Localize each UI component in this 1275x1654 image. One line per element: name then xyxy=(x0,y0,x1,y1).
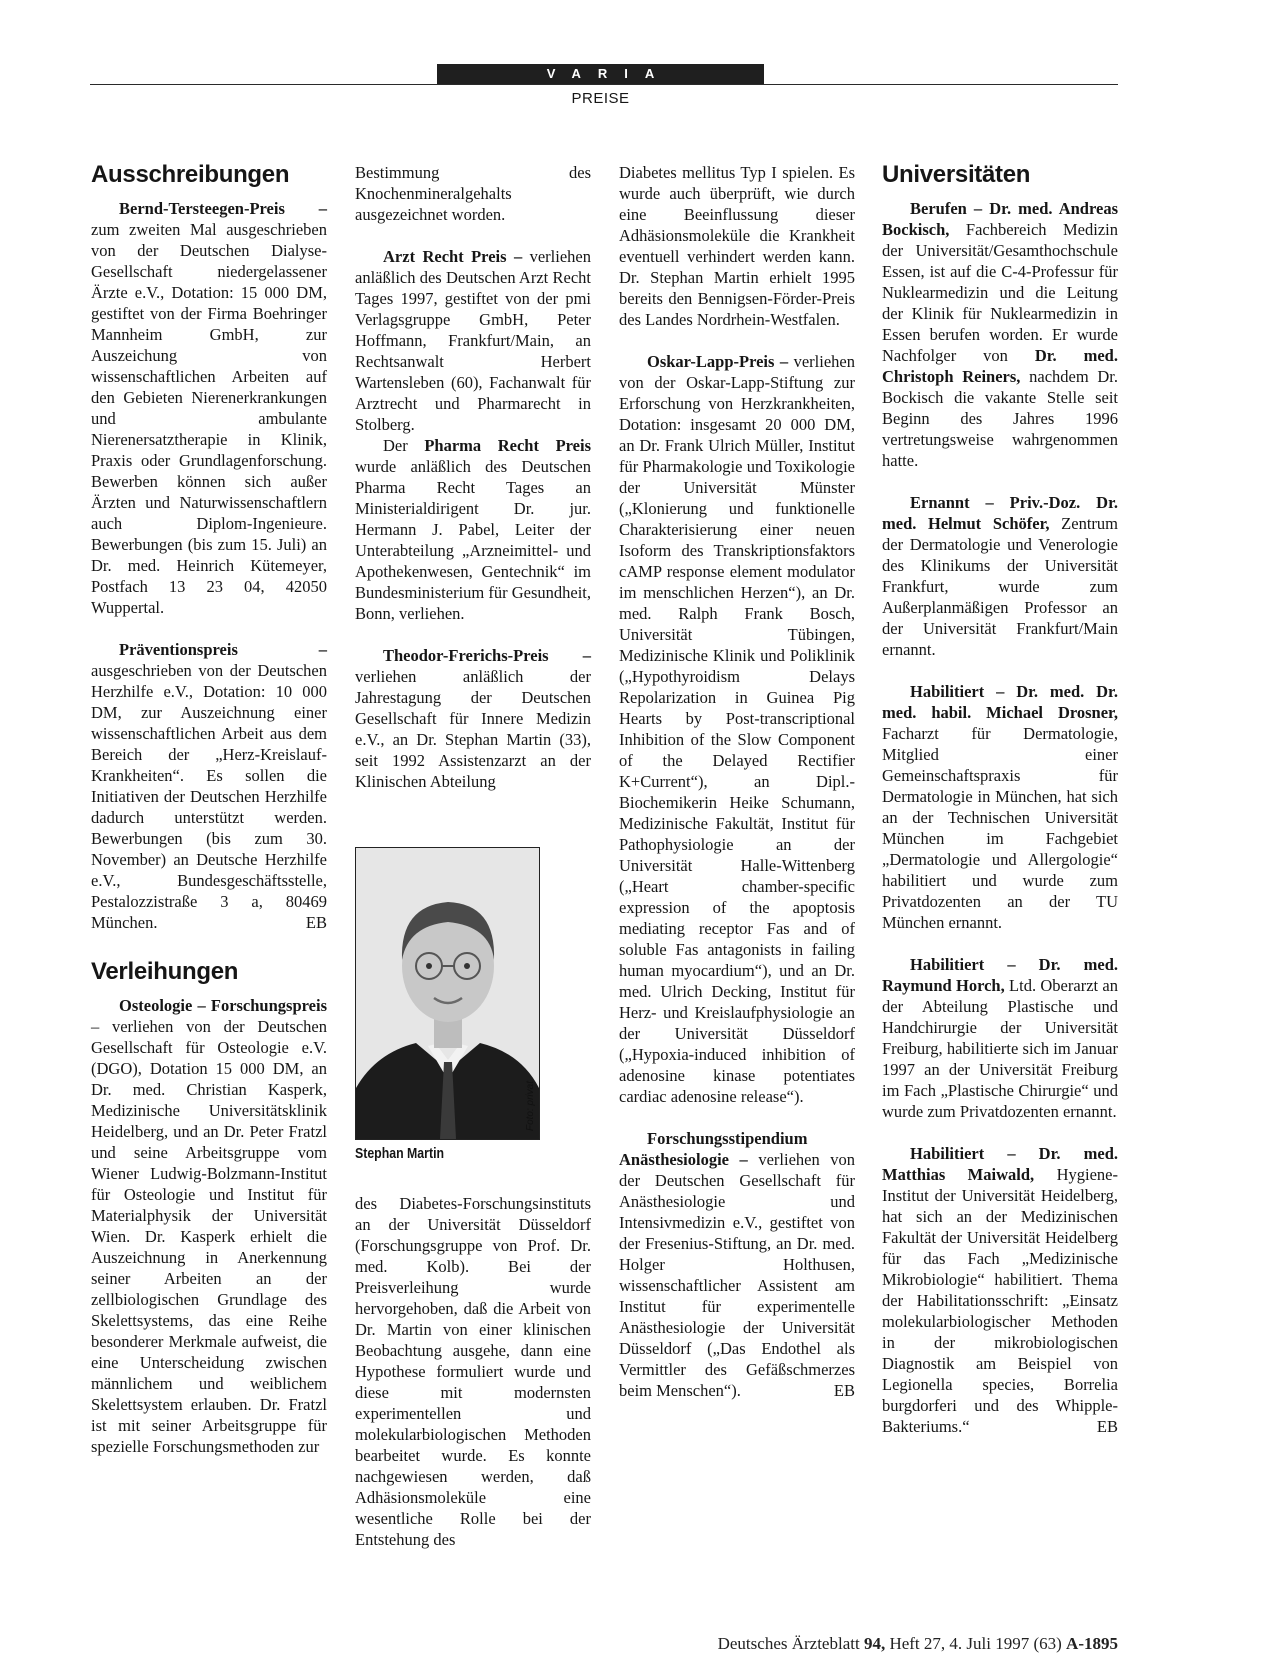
portrait-photo xyxy=(355,847,540,1140)
column-2-lower xyxy=(355,1193,591,1550)
heading-verleihungen: Verleihungen xyxy=(91,958,239,985)
author-signature: EB xyxy=(1096,1417,1118,1436)
article-body: verliehen von der Deutschen Gesellschaft für Anästhesiologie und Intensivmedizin e.V., gestiftet von der Fresenius-Stiftung, an Dr. med. Holger Holthusen, wissenschaftlicher Assistent am Institut für experimentelle Anästhesiologie der Universität Düsseldorf („Das Endothel als Vermittler des Gefäßschmerzes beim Menschen“). xyxy=(619,1150,855,1400)
article-lead: Oskar-Lapp-Preis – xyxy=(647,352,789,371)
article-oskar-lapp-preis xyxy=(619,351,855,1107)
article-lead: Ernannt – Priv.-Doz. Dr. med. Helmut Schöfer, xyxy=(882,493,1118,533)
article-arzt-recht-preis xyxy=(355,246,591,435)
article-body: zum zweiten Mal ausgeschrieben von der Deutschen Dialyse-Gesellschaft niedergelassener Ärzte e.V., Dotation: 15 000 DM, gestiftet von der Firma Boehringer Mannheim GmbH, zur Auszeichung von wissenschaftlichen Arbeiten auf den Gebieten Nierenerkrankungen und ambulante Nierenersatztherapie in Klinik, Praxis oder Grundlagenforschung. Bewerben können sich außer Ärzten und Naturwissenschaftlern auch Diplom-Ingenieure. Bewerbungen (bis zum 15. Juli) an Dr. med. Heinrich Kütemeyer, Postfach 13 23 04, 42050 Wuppertal. xyxy=(91,220,327,617)
article-lead: Pharma Recht Preis xyxy=(424,436,591,455)
article-continuation: des Diabetes-Forschungsinstituts an der Universität Düsseldorf (Forschungsgruppe von Prof. Dr. med. Kolb). Bei der Preisverleihung wurde hervorgehoben, daß die Arbeit von Dr. Martin von einer klinischen Beobachtung ausgehe, dann eine Hypothese formuliert wurde und diese mit modernsten experimentellen und molekularbiologischen Methoden bearbeitet wurde. Es konnte nachgewiesen werden, daß Adhäsionsmoleküle eine wesentliche Rolle bei der Entstehung des xyxy=(355,1194,591,1549)
article-lead: Bernd-Tersteegen-Preis – xyxy=(119,199,327,218)
footer-issue: Heft 27, 4. Juli 1997 (63) xyxy=(885,1634,1067,1653)
article-ernannt-schoefer xyxy=(882,492,1118,660)
article-habilitiert-drosner xyxy=(882,681,1118,933)
article-body: verliehen anläßlich der Jahrestagung der Deutschen Gesellschaft für Innere Medizin e.V., an Dr. Stephan Martin (33), seit 1992 Assistenzarzt an der Klinischen Abteilung xyxy=(355,667,591,791)
article-continuation: Diabetes mellitus Typ I spielen. Es wurde auch überprüft, wie durch eine Beeinflussung dieser Adhäsionsmoleküle die Krankheit eventuell verhindert werden kann. Dr. Stephan Martin erhielt 1995 bereits den Bennigsen-Förder-Preis des Landes Nordrhein-Westfalen. xyxy=(619,163,855,329)
article-berufen-bockisch xyxy=(882,198,1118,471)
author-signature: EB xyxy=(305,913,327,932)
column-3 xyxy=(619,162,855,1401)
article-body: Hygiene-Institut der Universität Heidelberg, hat sich an der Medizinischen Fakultät der Universität Heidelberg für das Fach „Medizinische Mikrobiologie“ habilitiert. Thema der Habilitationsschrift: „Einsatz molekularbiologischer Methoden in der mikrobiologischen Diagnostik am Beispiel von Legionella species, Borrelia burgdorferi und des Whipple-Bakteriums.“ xyxy=(882,1165,1118,1436)
article-habilitiert-horch xyxy=(882,954,1118,1122)
column-4 xyxy=(882,162,1118,1437)
article-body: Fachbereich Medizin der Universität/Gesamthochschule Essen, ist auf die C-4-Professur für Nuklearmedizin und die Leitung der Klinik für Nuklearmedizin in Essen berufen worden. Er wurde Nachfolger von xyxy=(882,220,1118,365)
article-forschungsstipendium xyxy=(619,1128,855,1401)
article-body: verliehen von der Oskar-Lapp-Stiftung zur Erforschung von Herzkrankheiten, Dotation: insgesamt 20 000 DM, an Dr. Frank Ulrich Müller, Institut für Pharmakologie und Toxikologie der Universität Münster („Klonierung und funktionelle Charakterisierung einer neuen Isoform des Transkriptionsfaktors cAMP response element modulator im menschlichen Herzen“), an Dr. med. Ralph Frank Bosch, Universität Tübingen, Medizinische Klinik und Poliklinik („Hypothyroidism Delays Repolarization in Guinea Pig Hearts by Post-transcriptional Inhibition of the Slow Component of the Delayed Rectifier K+Current“), an Dipl.-Biochemikerin Heike Schumann, Medizinische Fakultät, Institut für Pathophysiologie an der Universität Halle-Wittenberg („Heart chamber-specific expression of the apoptosis mediating receptor Fas and of soluble Fas antagonists in failing human myocardium“), und an Dr. med. Ulrich Decking, Institut für Herz- und Kreislaufphysiologie an der Universität Düsseldorf („Hypoxia-induced inhibition of adenosine kinase potentiates cardiac adenosine release“). xyxy=(619,352,855,1106)
article-name-bold: Dr. med. Christoph Reiners, xyxy=(882,346,1118,386)
article-body: Zentrum der Dermatologie und Venerologie des Klinikums der Universität Frankfurt, wurde zum Außerplanmäßigen Professor an der Universität Frankfurt/Main ernannt. xyxy=(882,514,1118,659)
footer-page-number: A-1895 xyxy=(1066,1634,1118,1653)
column-1 xyxy=(91,162,327,1457)
article-pharma-recht-preis xyxy=(355,435,591,624)
photo-credit: Foto: privat xyxy=(525,1080,536,1131)
article-body: ausgeschrieben von der Deutschen Herzhilfe e.V., Dotation: 10 000 DM, zur Auszeichnung einer wissenschaftlichen Arbeit aus dem Bereich der „Herz-Kreislauf-Krankheiten“. Es sollen die Initiativen der Deutschen Herzhilfe dadurch unterstützt werden. Bewerbungen (bis zum 30. November) an Deutsche Herzhilfe e.V., Bundesgeschäftsstelle, Pestalozzistraße 3 a, 80469 München. xyxy=(91,661,327,932)
article-bernd-tersteegen xyxy=(91,198,327,618)
article-lead: Habilitiert – Dr. med. Raymund Horch, xyxy=(882,955,1118,995)
article-body: Facharzt für Dermatologie, Mitglied einer Gemeinschaftspraxis für Dermatologie in München, hat sich an der Technischen Universität München im Fachgebiet „Dermatologie und Allergologie“ habilitiert und wurde zum Privatdozenten an der TU München ernannt. xyxy=(882,724,1118,932)
article-praeventionspreis xyxy=(91,639,327,933)
section-banner xyxy=(437,64,764,84)
section-label: VARIA xyxy=(546,66,672,81)
article-lead: Habilitiert – Dr. med. Dr. med. habil. Michael Drosner, xyxy=(882,682,1118,722)
article-habilitiert-maiwald xyxy=(882,1143,1118,1437)
article-body: – verliehen von der Deutschen Gesellschaft für Osteologie e.V. (DGO), Dotation 15 000 DM, an Dr. med. Christian Kasperk, Medizinische Universitätsklinik Heidelberg, und an Dr. Peter Fratzl und seine Arbeitsgruppe vom Wiener Ludwig-Bolzmann-Institut für Osteologie und Institut für Materialphysik der Universität Wien. Dr. Kasperk erhielt die Auszeichnung in Anerkennung seiner Arbeiten an der zellbiologischen Grundlage des Skelettsystems, das eine Reihe besonderer Merkmale aufweist, die eine Unterscheidung zwischen männlichem und weiblichem Skelettsystem erlauben. Dr. Fratzl ist mit seiner Arbeitsgruppe für spezielle Forschungsmethoden zur xyxy=(91,1017,327,1456)
article-lead: Theodor-Frerichs-Preis – xyxy=(383,646,591,665)
subsection-label: PREISE xyxy=(571,90,630,107)
article-body: nachdem Dr. Bockisch die vakante Stelle seit Beginn des Jahres 1996 vertretungsweise wahrgenommen hatte. xyxy=(882,367,1118,470)
footer-journal: Deutsches Ärzteblatt xyxy=(717,1634,864,1653)
article-lead: Präventionspreis – xyxy=(119,640,327,659)
photo-caption: Stephan Martin xyxy=(355,1146,445,1162)
article-lead: Berufen – Dr. med. Andreas Bockisch, xyxy=(882,199,1118,239)
article-theodor-frerichs-preis xyxy=(355,645,591,792)
article-body: wurde anläßlich des Deutschen Pharma Recht Tages an Ministerialdirigent Dr. jur. Hermann J. Pabel, Leiter der Unterabteilung „Arzneimittel- und Apothekenwesen, Gentechnik“ im Bundesministerium für Gesundheit, Bonn, verliehen. xyxy=(355,457,592,623)
article-lead: Osteologie – Forschungspreis xyxy=(119,996,327,1015)
article-osteologie xyxy=(91,995,327,1457)
article-continuation: Bestimmung des Knochenmineralgehalts ausgezeichnet worden. xyxy=(355,163,591,224)
heading-ausschreibungen: Ausschreibungen xyxy=(91,161,290,188)
article-body: Ltd. Oberarzt an der Abteilung Plastische und Handchirurgie der Universität Freiburg, habilitierte sich im Januar 1997 an der Universität Freiburg im Fach „Plastische Chirurgie“ und wurde zum Privatdozenten ernannt. xyxy=(882,976,1118,1121)
header-rule xyxy=(90,84,1118,85)
author-signature: EB xyxy=(833,1381,855,1400)
article-lead: Habilitiert – Dr. med. Matthias Maiwald, xyxy=(882,1144,1118,1184)
article-lead: Arzt Recht Preis – xyxy=(383,247,523,266)
column-2 xyxy=(355,162,591,792)
heading-universitaeten: Universitäten xyxy=(882,161,1031,188)
portrait-illustration xyxy=(356,848,539,1139)
article-body: verliehen anläßlich des Deutschen Arzt Recht Tages 1997, gestiftet von der pmi Verlagsgruppe GmbH, Peter Hoffmann, Frankfurt/Main, an Rechtsanwalt Herbert Wartensleben (60), Fachanwalt für Arztrecht und Pharmarecht in Stolberg. xyxy=(355,247,591,434)
article-body: Der xyxy=(383,436,425,455)
page-footer xyxy=(600,1634,1118,1654)
article-lead: Forschungsstipendium Anästhesiologie – xyxy=(619,1129,808,1169)
footer-volume: 94, xyxy=(863,1634,886,1653)
